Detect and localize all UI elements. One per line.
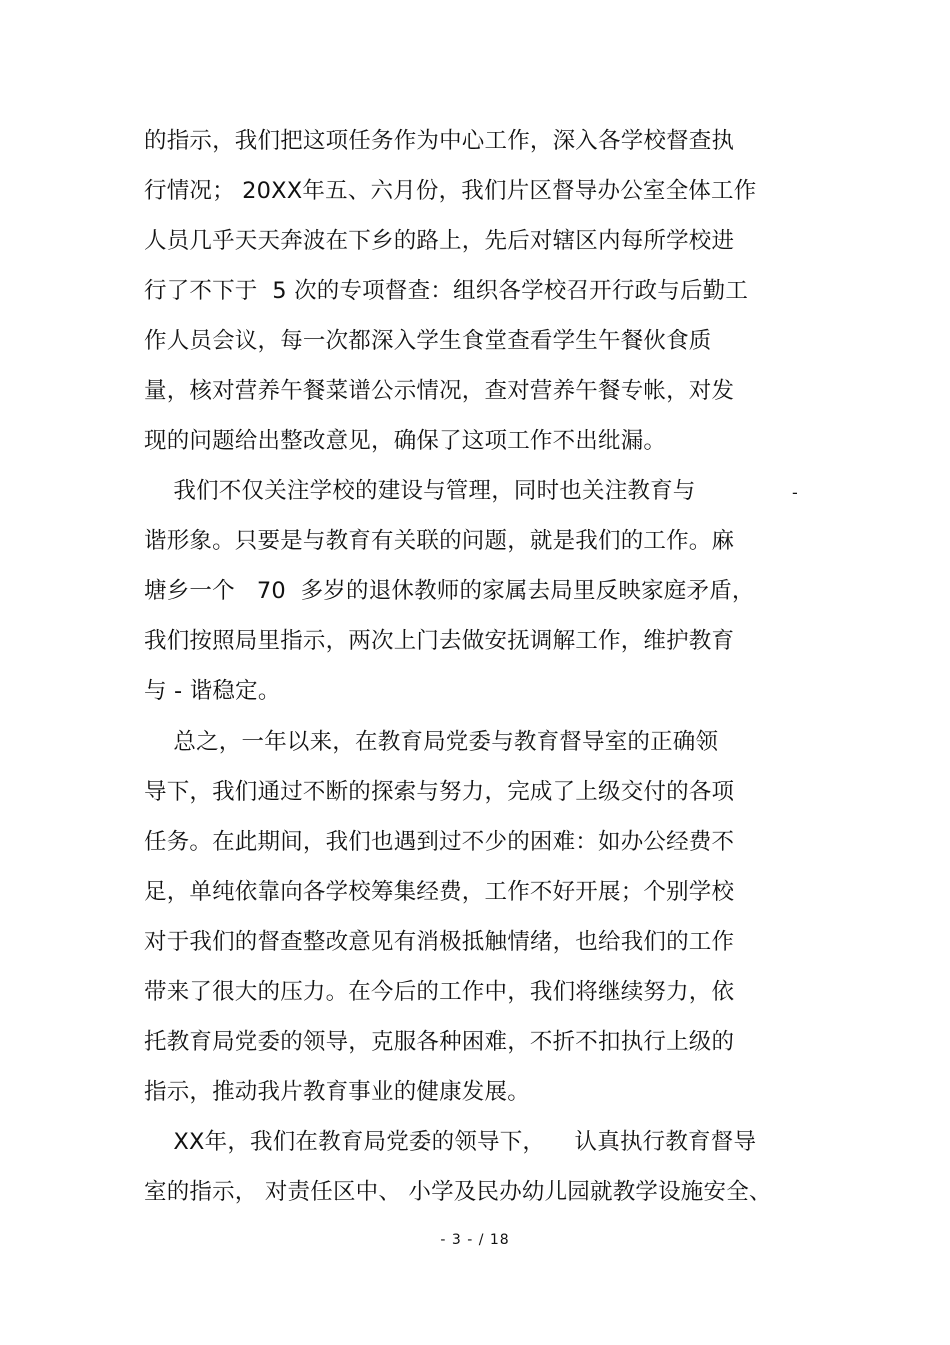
text-line: 塘乡一个 70 多岁的退休教师的家属去局里反映家庭矛盾， xyxy=(144,578,755,604)
text-line: 指示，推动我片教育事业的健康发展。 xyxy=(144,1079,530,1105)
text-line: 作人员会议，每一次都深入学生食堂查看学生午餐伙食质 xyxy=(144,328,712,354)
paragraph-start-line: 我们不仅关注学校的建设与管理，同时也关注教育与 xyxy=(144,478,696,504)
text-line: 对于我们的督查整改意见有消极抵触情绪，也给我们的工作 xyxy=(144,929,735,955)
margin-hyphen-mark: - xyxy=(792,483,798,502)
text-line: 行了不下于 5 次的专项督查：组织各学校召开行政与后勤工 xyxy=(144,278,749,304)
text-line: 行情况； 20XX年五、六月份，我们片区督导办公室全体工作 xyxy=(144,178,757,204)
text-line: 我们按照局里指示，两次上门去做安抚调解工作，维护教育 xyxy=(144,628,735,654)
page-number: - 3 - / 18 xyxy=(440,1232,510,1248)
text-line: 任务。在此期间，我们也遇到过不少的困难：如办公经费不 xyxy=(144,829,735,855)
text-line: 托教育局党委的领导，克服各种困难，不折不扣执行上级的 xyxy=(144,1029,735,1055)
text-line: 现的问题给出整改意见，确保了这项工作不出纰漏。 xyxy=(144,428,667,454)
text-line: 的指示，我们把这项任务作为中心工作，深入各学校督查执 xyxy=(144,128,735,154)
text-line: 足，单纯依靠向各学校筹集经费，工作不好开展；个别学校 xyxy=(144,879,735,905)
text-line: 量，核对营养午餐菜谱公示情况，查对营养午餐专帐，对发 xyxy=(144,378,735,404)
text-line: 带来了很大的压力。在今后的工作中，我们将继续努力，依 xyxy=(144,979,735,1005)
text-line: 人员几乎天天奔波在下乡的路上，先后对辖区内每所学校进 xyxy=(144,228,735,254)
text-line: 导下，我们通过不断的探索与努力，完成了上级交付的各项 xyxy=(144,779,735,805)
paragraph-start-line: 总之，一年以来，在教育局党委与教育督导室的正确领 xyxy=(144,729,719,755)
text-line: 与 - 谐稳定。 xyxy=(144,678,281,704)
text-line: 谐形象。只要是与教育有关联的问题，就是我们的工作。麻 xyxy=(144,528,735,554)
paragraph-start-line: XX年，我们在教育局党委的领导下， 认真执行教育督导 xyxy=(144,1129,757,1155)
text-line: 室的指示， 对责任区中、 小学及民办幼儿园就教学设施安全、 xyxy=(144,1179,772,1205)
